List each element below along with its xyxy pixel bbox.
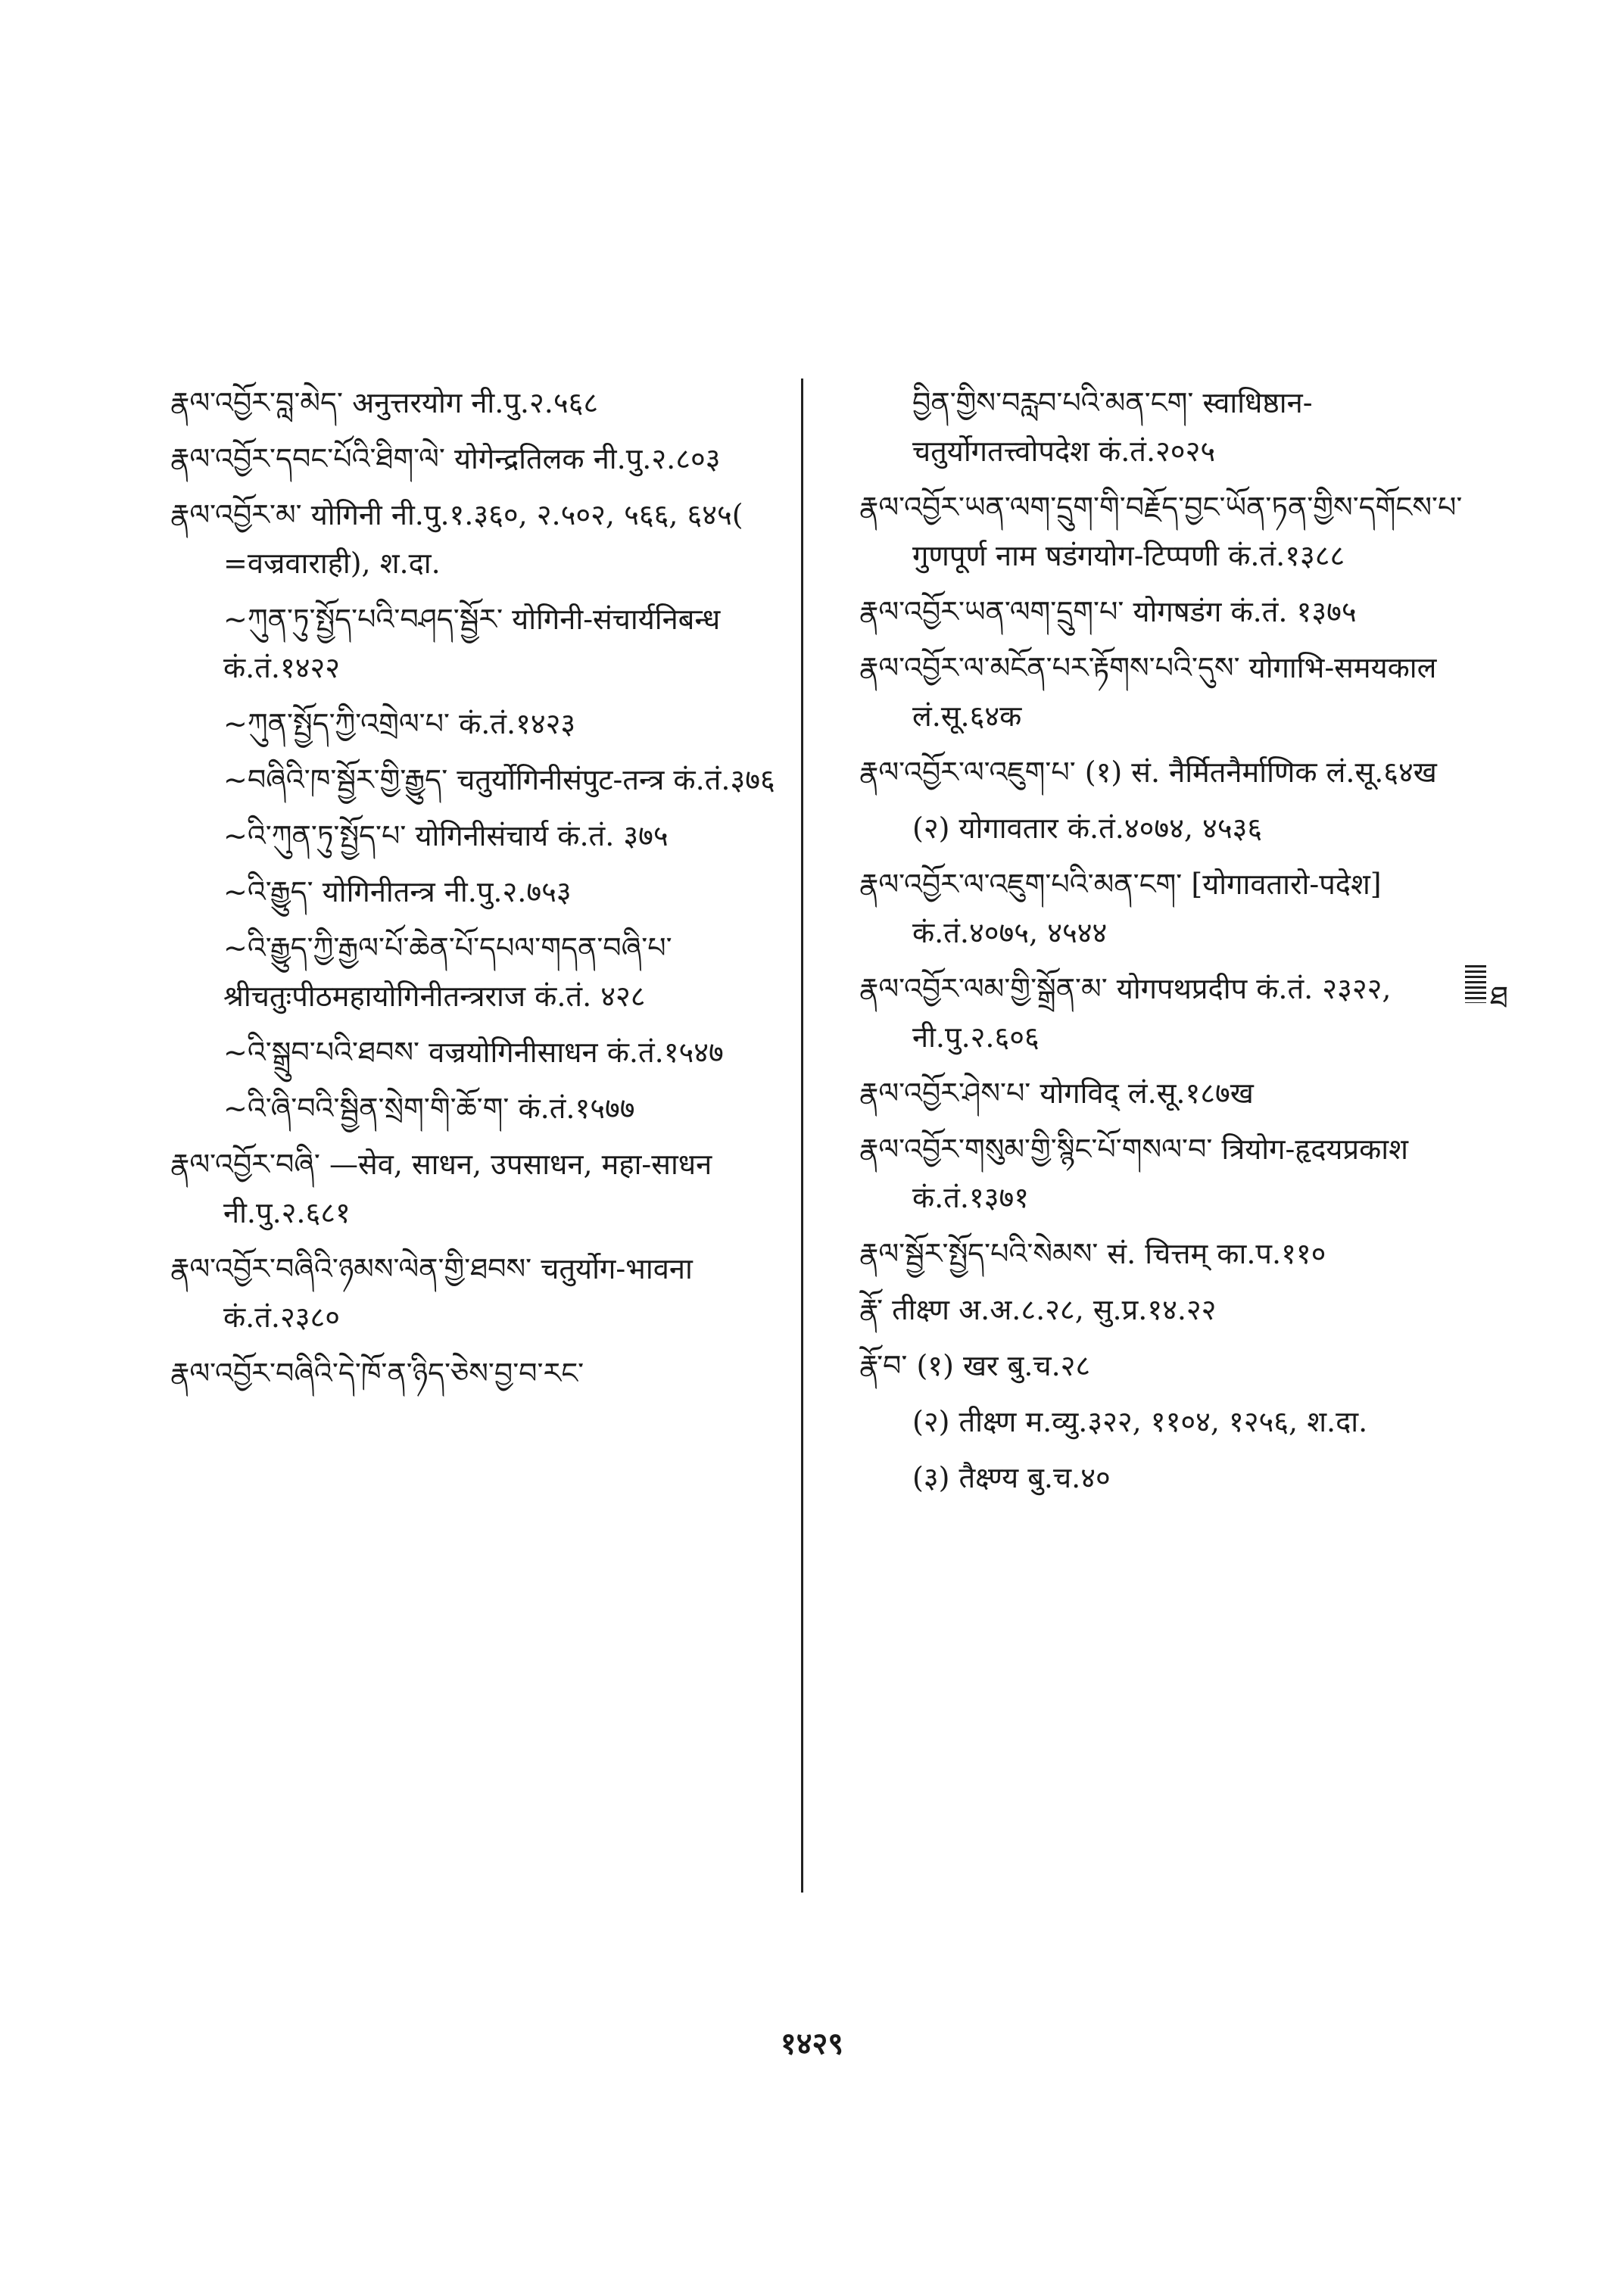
- left-column: [170, 379, 776, 1405]
- sanskrit-gloss: योगाभि-समयकाल लं.सू.६४क: [912, 651, 1437, 733]
- sanskrit-gloss: योगिनीतन्त्र नी.पु.२.७५३: [322, 875, 572, 908]
- sanskrit-gloss: (२) तीक्ष्ण म.व्यु.३२२, ११०४, १२५६, श.दा.: [912, 1405, 1368, 1438]
- tibetan-headword: རྣལ་འབྱོར་བླ་མེད་: [170, 386, 343, 419]
- dictionary-entry: [170, 491, 776, 587]
- tibetan-headword: རྣོ་: [859, 1293, 884, 1326]
- tibetan-headword: རྣལ་འབྱོར་ཡན་ལག་དྲུག་པ་: [859, 595, 1124, 628]
- dictionary-entry: [170, 1349, 776, 1397]
- dictionary-entry: [170, 1028, 776, 1076]
- thumb-index-mark: [1465, 965, 1486, 1003]
- dictionary-entry: [859, 379, 1480, 475]
- tibetan-headword: རྣལ་འབྱོར་མ་: [170, 498, 302, 531]
- sanskrit-gloss: अनुत्तरयोग नी.पु.२.५६८: [352, 386, 599, 419]
- page-number: १४२९: [780, 2026, 844, 2061]
- sanskrit-gloss: योगविद् लं.सू.१८७ख: [1040, 1076, 1254, 1110]
- tibetan-headword: ~ཀུན་སྤྱོད་ཀྱི་འགྲེལ་པ་: [223, 707, 450, 740]
- dictionary-entry: [170, 1084, 776, 1132]
- dictionary-entry: [170, 756, 776, 804]
- sanskrit-gloss: चतुर्योग-भावना कं.तं.२३८०: [223, 1252, 693, 1334]
- tibetan-headword: རྣལ་སྦྱོར་སྤྱོད་པའི་སེམས་: [859, 1237, 1099, 1270]
- sanskrit-gloss: त्रियोग-हृदयप्रकाश कं.तं.१३७१: [912, 1132, 1408, 1214]
- dictionary-entry: [859, 1397, 1480, 1446]
- tibetan-headword: ~འི་རྒྱུད་: [223, 875, 313, 908]
- tibetan-headword: བྱིན་གྱིས་བརླབ་པའི་མན་ངག་: [912, 386, 1194, 419]
- tibetan-headword: རྣལ་འབྱོར་དབང་པོའི་ཐིག་ལེ་: [170, 442, 445, 475]
- dictionary-entry: [170, 379, 776, 427]
- sanskrit-gloss: श्रीचतुःपीठमहायोगिनीतन्त्रराज कं.तं. ४२८: [223, 980, 646, 1013]
- dictionary-entry: [170, 868, 776, 916]
- tibetan-headword: རྣལ་འབྱོར་གསུམ་གྱི་སྙིང་པོ་གསལ་བ་: [859, 1132, 1213, 1166]
- dictionary-entry: [170, 699, 776, 748]
- tibetan-headword: ~ཀུན་ཏུ་སྤྱོད་པའི་བཤད་སྦྱོར་: [223, 603, 503, 636]
- sanskrit-gloss: गुणपूर्ण नाम षडंगयोग-टिप्पणी कं.तं.१३८८: [912, 539, 1345, 572]
- dictionary-entry: [170, 1140, 776, 1237]
- tibetan-headword: རྣལ་འབྱོར་ལ་མངོན་པར་རྟོགས་པའི་དུས་: [859, 651, 1240, 684]
- dictionary-entry: [859, 804, 1480, 852]
- tibetan-headword: རྣལ་འབྱོར་ལམ་གྱི་སྒྲོན་མ་: [859, 972, 1108, 1005]
- dictionary-entry: [170, 595, 776, 692]
- sanskrit-gloss: योगिनी-संचार्यनिबन्ध कं.तं.१४२२: [223, 603, 721, 684]
- sanskrit-gloss: सं. चित्तम् का.प.११०: [1107, 1237, 1326, 1270]
- sanskrit-gloss: [योगावतारो-पदेश] कं.तं.४०७५, ४५४४: [912, 868, 1382, 949]
- tibetan-headword: རྣལ་འབྱོར་བཞིའི་ཉམས་ལེན་གྱི་ཐབས་: [170, 1252, 532, 1285]
- sanskrit-gloss: स्वाधिष्ठान-चतुर्योगतत्त्वोपदेश कं.तं.२०२५: [912, 386, 1313, 468]
- tibetan-headword: རྣལ་འབྱོར་ཤེས་པ་: [859, 1076, 1031, 1110]
- dictionary-entry: [859, 1341, 1480, 1390]
- dictionary-entry: [170, 924, 776, 1020]
- sanskrit-gloss: वज्रयोगिनीसाधन कं.तं.१५४७: [429, 1036, 724, 1069]
- tibetan-headword: རྣོ་བ་: [859, 1349, 908, 1382]
- right-column: [859, 379, 1480, 1509]
- sanskrit-gloss: योगपथप्रदीप कं.तं. २३२२, नी.पु.२.६०६: [912, 972, 1392, 1054]
- dictionary-entry: [170, 435, 776, 483]
- dictionary-entry: [859, 1453, 1480, 1502]
- sanskrit-gloss: योगषडंग कं.तं. १३७५: [1133, 595, 1357, 628]
- dictionary-entry: [859, 748, 1480, 796]
- sanskrit-gloss: योगिनी नी.पु.१.३६०, २.५०२, ५६६, ६४५( =वज्रवाराही), श.दा.: [223, 498, 743, 580]
- tibetan-headword: ~འི་སྒྲུབ་པའི་ཐབས་: [223, 1036, 419, 1069]
- dictionary-entry: [859, 483, 1480, 580]
- dictionary-entry: [859, 1125, 1480, 1222]
- dictionary-entry: [170, 812, 776, 860]
- tibetan-headword: ~འི་ཀུན་ཏུ་སྤྱོད་པ་: [223, 819, 407, 852]
- tibetan-headword: རྣལ་འབྱོར་ལ་འཇུག་པ་: [859, 756, 1076, 789]
- tibetan-headword: ~འི་ཞི་བའི་སྦྱིན་སྲེག་གི་ཆོ་ག་: [223, 1092, 510, 1125]
- dictionary-entry: [859, 643, 1480, 740]
- dictionary-entry: [859, 1285, 1480, 1334]
- sanskrit-gloss: कं.तं.१४२३: [459, 707, 576, 740]
- tibetan-headword: རྣལ་འབྱོར་ཡན་ལག་དྲུག་གི་བརྗོད་བྱང་ཡོན་ཏན་གྱིས་དགོངས་པ་: [859, 491, 1463, 524]
- sanskrit-gloss: चतुर्योगिनीसंपुट-तन्त्र कं.तं.३७६: [457, 763, 775, 796]
- sanskrit-gloss: —सेव, साधन, उपसाधन, महा-साधन नी.पु.२.६८१: [223, 1148, 712, 1229]
- dictionary-entry: [859, 587, 1480, 636]
- dictionary-entry: [859, 1229, 1480, 1278]
- tibetan-headword: རྣལ་འབྱོར་བཞིའི་དེ་ཁོ་ན་ཉིད་ཅེས་བྱ་བ་རང་: [170, 1357, 584, 1390]
- sanskrit-gloss: तीक्ष्ण अ.अ.८.२८, सु.प्र.१४.२२: [892, 1293, 1217, 1326]
- tibetan-headword: རྣལ་འབྱོར་བཞི་: [170, 1148, 320, 1181]
- sanskrit-gloss: योगेन्द्रतिलक नी.पु.२.८०३: [454, 442, 721, 475]
- dictionary-entry: [859, 1069, 1480, 1117]
- tibetan-headword: ~འི་རྒྱུད་ཀྱི་རྒྱལ་པོ་ཆེན་པོ་དཔལ་གདན་བཞི་པ་: [223, 931, 672, 964]
- dictionary-entry: [170, 1245, 776, 1341]
- sanskrit-gloss: योगिनीसंचार्य कं.तं. ३७५: [415, 819, 669, 852]
- sanskrit-gloss: (२) योगावतार कं.तं.४०७४, ४५३६: [912, 812, 1263, 845]
- column-divider: [801, 379, 803, 1893]
- tibetan-headword: རྣལ་འབྱོར་ལ་འཇུག་པའི་མན་ངག་: [859, 868, 1183, 901]
- sanskrit-gloss: (३) तैक्ष्ण्य बु.च.४०: [912, 1461, 1111, 1494]
- dictionary-entry: [859, 860, 1480, 957]
- dictionary-entry: [859, 964, 1480, 1061]
- thumb-index-letter: ཐ: [1490, 980, 1509, 1015]
- sanskrit-gloss: (१) खर बु.च.२८: [916, 1349, 1091, 1382]
- sanskrit-gloss: (१) सं. नैर्मितनैर्माणिक लं.सू.६४ख: [1084, 756, 1437, 789]
- sanskrit-gloss: कं.तं.१५७७: [518, 1092, 635, 1125]
- tibetan-headword: ~བཞིའི་ཁ་སྦྱོར་གྱི་རྒྱུད་: [223, 763, 448, 796]
